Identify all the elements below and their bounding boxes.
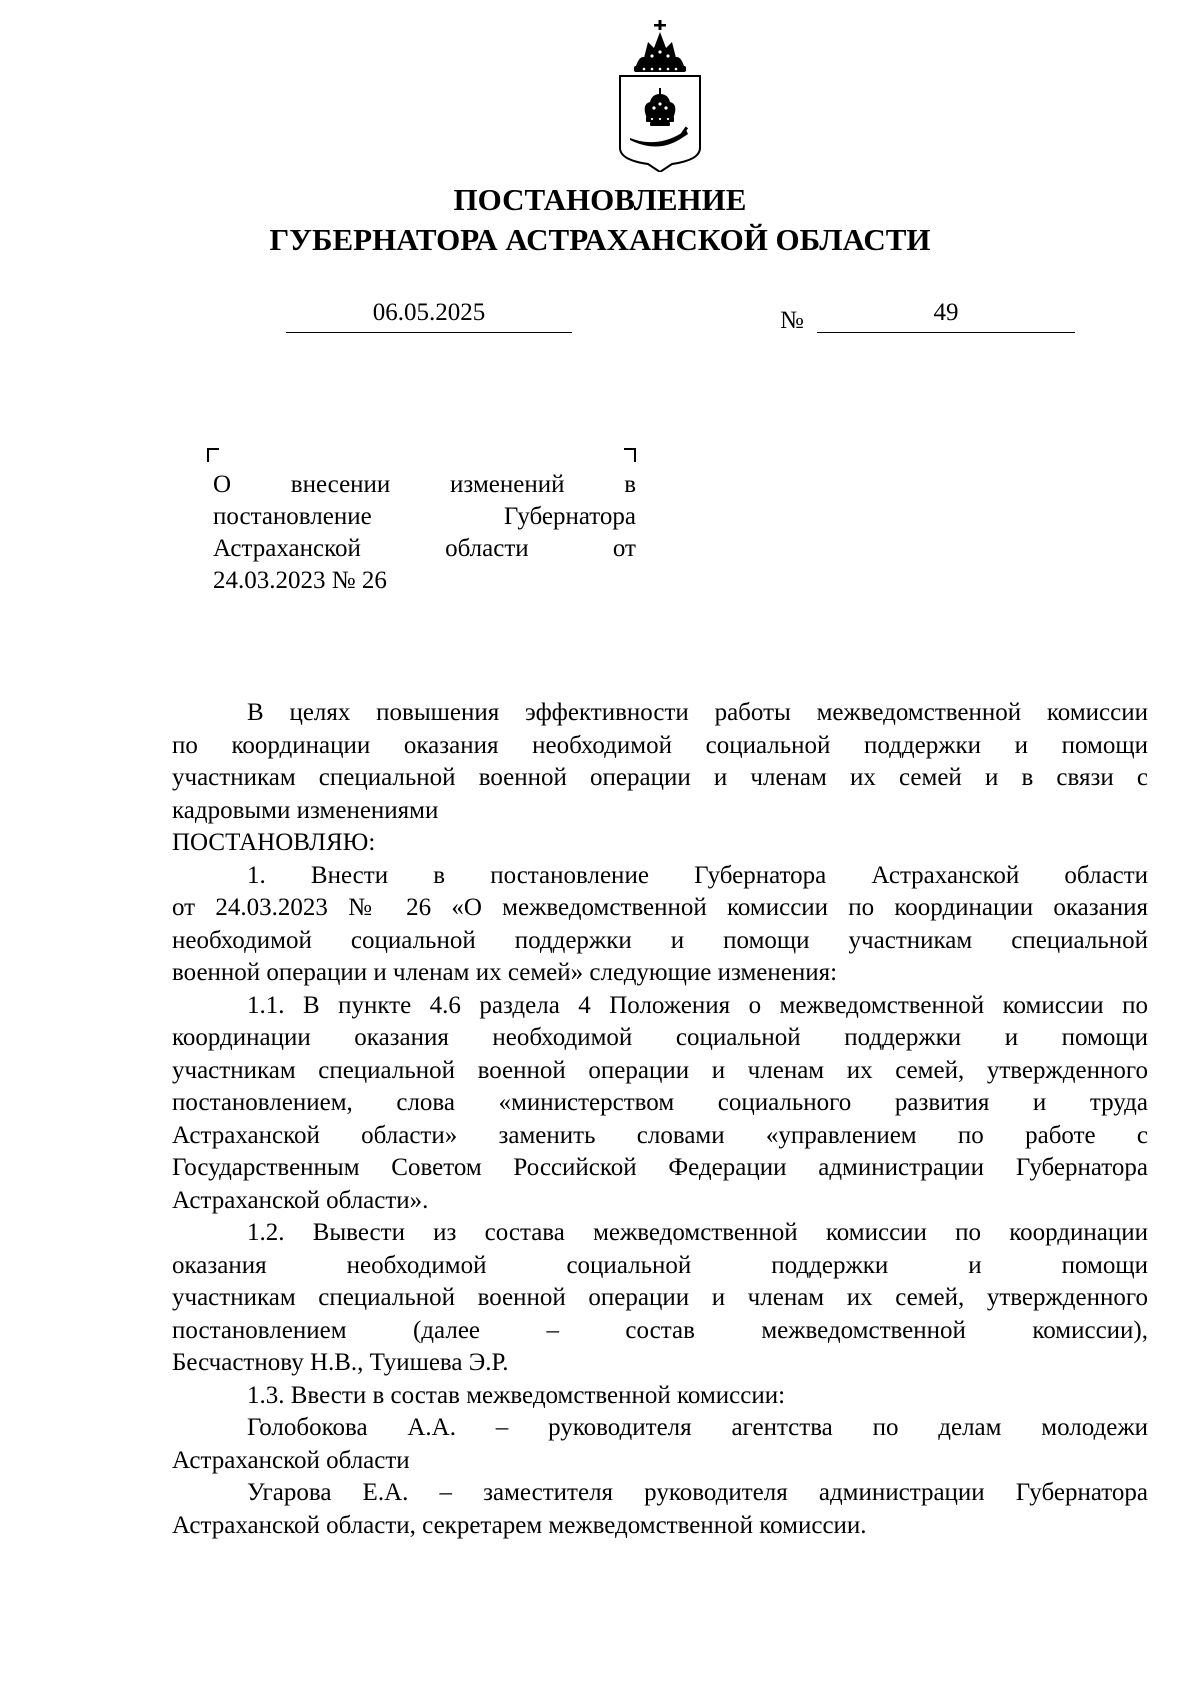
- document-date: 06.05.2025: [286, 298, 572, 333]
- body-line: Бесчастнову Н.В., Туишева Э.Р.: [172, 1349, 509, 1376]
- body-line: 1. Внести в постановление Губернатора Астраханской области: [247, 861, 1148, 889]
- body-line: 1.2. Вывести из состава межведомственной комиссии по координации: [247, 1219, 1148, 1246]
- body-line: координации оказания необходимой социальной поддержки и помощи: [172, 1024, 1148, 1051]
- body-line: Астраханской области, секретарем межведомственной комиссии.: [172, 1511, 867, 1539]
- body-line: необходимой социальной поддержки и помощи участникам специальной: [172, 926, 1148, 954]
- document-body: [172, 697, 1148, 1542]
- number-sign: №: [780, 307, 804, 334]
- body-line: Государственным Советом Российской Федерации администрации Губернатора: [172, 1154, 1148, 1181]
- document-subject: [213, 469, 636, 597]
- body-line: участникам специальной военной операции и членам их семей, утвержденного: [172, 1284, 1148, 1311]
- subject-line: Астраханской области от: [213, 535, 636, 562]
- subject-line: постановление Губернатора: [213, 503, 636, 530]
- body-line: 1.1. В пункте 4.6 раздела 4 Положения о межведомственной комиссии по: [247, 991, 1148, 1019]
- body-line: 1.3. Ввести в состав межведомственной комиссии:: [247, 1381, 786, 1409]
- document-title: ПОСТАНОВЛЕНИЕ: [453, 182, 747, 217]
- body-line: участникам специальной военной операции и членам их семей, утвержденного: [172, 1056, 1148, 1084]
- body-line: Астраханской области».: [172, 1186, 429, 1214]
- subject-bracket-left: [207, 448, 219, 462]
- resolution-keyword: ПОСТАНОВЛЯЮ:: [172, 829, 376, 856]
- body-line: военной операции и членам их семей» следующие изменения:: [172, 959, 838, 986]
- body-line: Угарова Е.А. – заместителя руководителя администрации Губернатора: [247, 1479, 1148, 1506]
- body-line: Астраханской области» заменить словами «управлением по работе с: [172, 1121, 1148, 1149]
- body-line: В целях повышения эффективности работы межведомственной комиссии: [247, 699, 1148, 726]
- body-line: кадровыми изменениями: [172, 796, 439, 824]
- subject-bracket-right: [624, 448, 636, 462]
- body-line: от 24.03.2023 № 26 «О межведомственной комиссии по координации оказания: [172, 894, 1148, 921]
- coat-of-arms-emblem: [616, 20, 704, 172]
- body-line: Голобокова А.А. – руководителя агентства по делам молодежи: [247, 1414, 1148, 1441]
- body-line: постановлением, слова «министерством социального развития и труда: [172, 1089, 1148, 1116]
- body-line: Астраханской области: [172, 1446, 410, 1474]
- subject-line: 24.03.2023 № 26: [213, 567, 387, 594]
- document-issuer: ГУБЕРНАТОРА АСТРАХАНСКОЙ ОБЛАСТИ: [269, 222, 931, 257]
- body-line: по координации оказания необходимой социальной поддержки и помощи: [172, 731, 1148, 759]
- body-line: оказания необходимой социальной поддержки и помощи: [172, 1251, 1148, 1279]
- subject-line: О внесении изменений в: [213, 471, 636, 498]
- document-number: 49: [817, 298, 1075, 333]
- body-line: участникам специальной военной операции и членам их семей и в связи с: [172, 764, 1148, 791]
- body-line: постановлением (далее – состав межведомственной комиссии),: [172, 1316, 1148, 1344]
